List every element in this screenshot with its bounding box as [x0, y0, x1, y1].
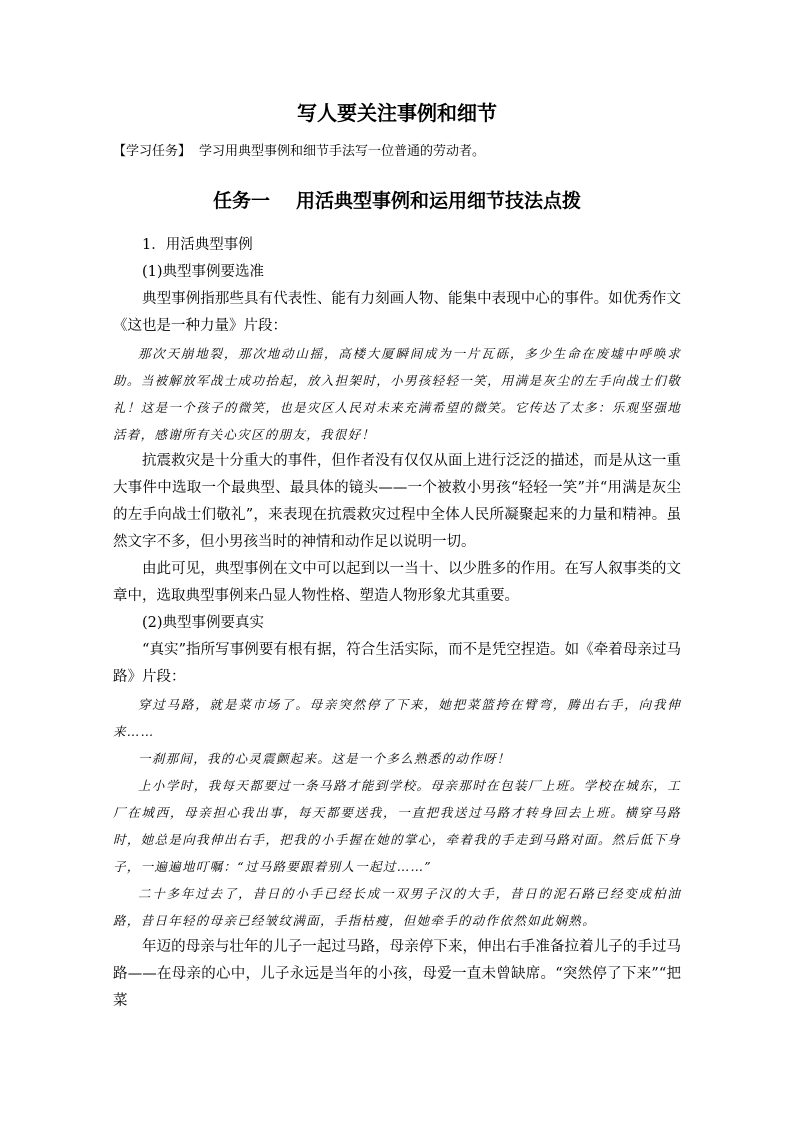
learning-task: [113, 142, 681, 162]
quoted-excerpt: 穿过马路，就是菜市场了。母亲突然停了下来，她把菜篮挎在臂弯，腾出右手，向我伸来……: [113, 697, 681, 739]
document-page: [113, 90, 681, 1015]
learning-task-tag: 【学习任务】: [113, 144, 192, 159]
section-title-text: 用活典型事例和运用细节技法点拨: [296, 190, 582, 212]
quoted-excerpt: 上小学时，我每天都要过一条马路才能到学校。母亲那时在包装厂上班。学校在城东，工厂在城西，母亲担心我出事，每天都要送我，一直把我送过马路才转身回去上班。横穿马路时，她总是向我伸出右手，把我的小手握在她的掌心，牵着我的手走到马路对面。然后低下身子，一遍遍地叮嘱：“过马路要跟着别人一起过……”: [113, 778, 681, 874]
paragraph: 抗震救灾是十分重大的事件，但作者没有仅仅从面上进行泛泛的描述，而是从这一重大事件中选取一个最典型、最具体的镜头——一个被救小男孩“轻轻一笑”并“用满是灰尘的左手向战士们敬礼”，来表现在抗震救灾过程中全体人民所凝聚起来的力量和精神。虽然文字不多，但小男孩当时的神情和动作足以说明一切。: [113, 453, 681, 550]
subheading-1: 1．用活典型事例: [142, 237, 253, 253]
paragraph: 由此可见，典型事例在文中可以起到以一当十、以少胜多的作用。在写人叙事类的文章中，选取典型事例来凸显人物性格、塑造人物形象尤其重要。: [113, 561, 681, 604]
section-title-number: 任务一: [212, 190, 270, 212]
paragraph: 典型事例指那些具有代表性、能有力刻画人物、能集中表现中心的事件。如优秀作文《这也是一种力量》片段：: [113, 291, 681, 334]
subheading-1-1: (1)典型事例要选准: [142, 264, 265, 280]
paragraph: 年迈的母亲与壮年的儿子一起过马路，母亲停下来，伸出右手准备拉着儿子的手过马路——在母亲的心中，儿子永远是当年的小孩，母爱一直未曾缺席。“突然停了下来”“把菜: [113, 939, 681, 1009]
document-title: 写人要关注事例和细节: [297, 101, 497, 125]
section-title: [113, 186, 681, 216]
quoted-excerpt: 二十多年过去了，昔日的小手已经长成一双男子汉的大手，昔日的泥石路已经变成柏油路，昔日年轻的母亲已经皱纹满面，手指枯瘦，但她牵手的动作依然如此娴熟。: [113, 886, 681, 928]
subheading-1-2: (2)典型事例要真实: [142, 615, 265, 631]
paragraph: “真实”指所写事例要有根有据，符合生活实际，而不是凭空捏造。如《牵着母亲过马路》片段：: [113, 642, 681, 685]
quoted-excerpt: 那次天崩地裂，那次地动山摇，高楼大厦瞬间成为一片瓦砾，多少生命在废墟中呼唤求助。当被解放军战士成功抬起，放入担架时，小男孩轻轻一笑，用满是灰尘的左手向战士们敬礼！这是一个孩子的微笑，也是灾区人民对未来充满希望的微笑。它传达了太多：乐观坚强地活着，感谢所有关心灾区的朋友，我很好！: [113, 346, 681, 442]
quoted-excerpt: 一刹那间，我的心灵震颤起来。这是一个多么熟悉的动作呀！: [138, 751, 511, 766]
learning-task-text: 学习用典型事例和细节手法写一位普通的劳动者。: [199, 144, 486, 159]
